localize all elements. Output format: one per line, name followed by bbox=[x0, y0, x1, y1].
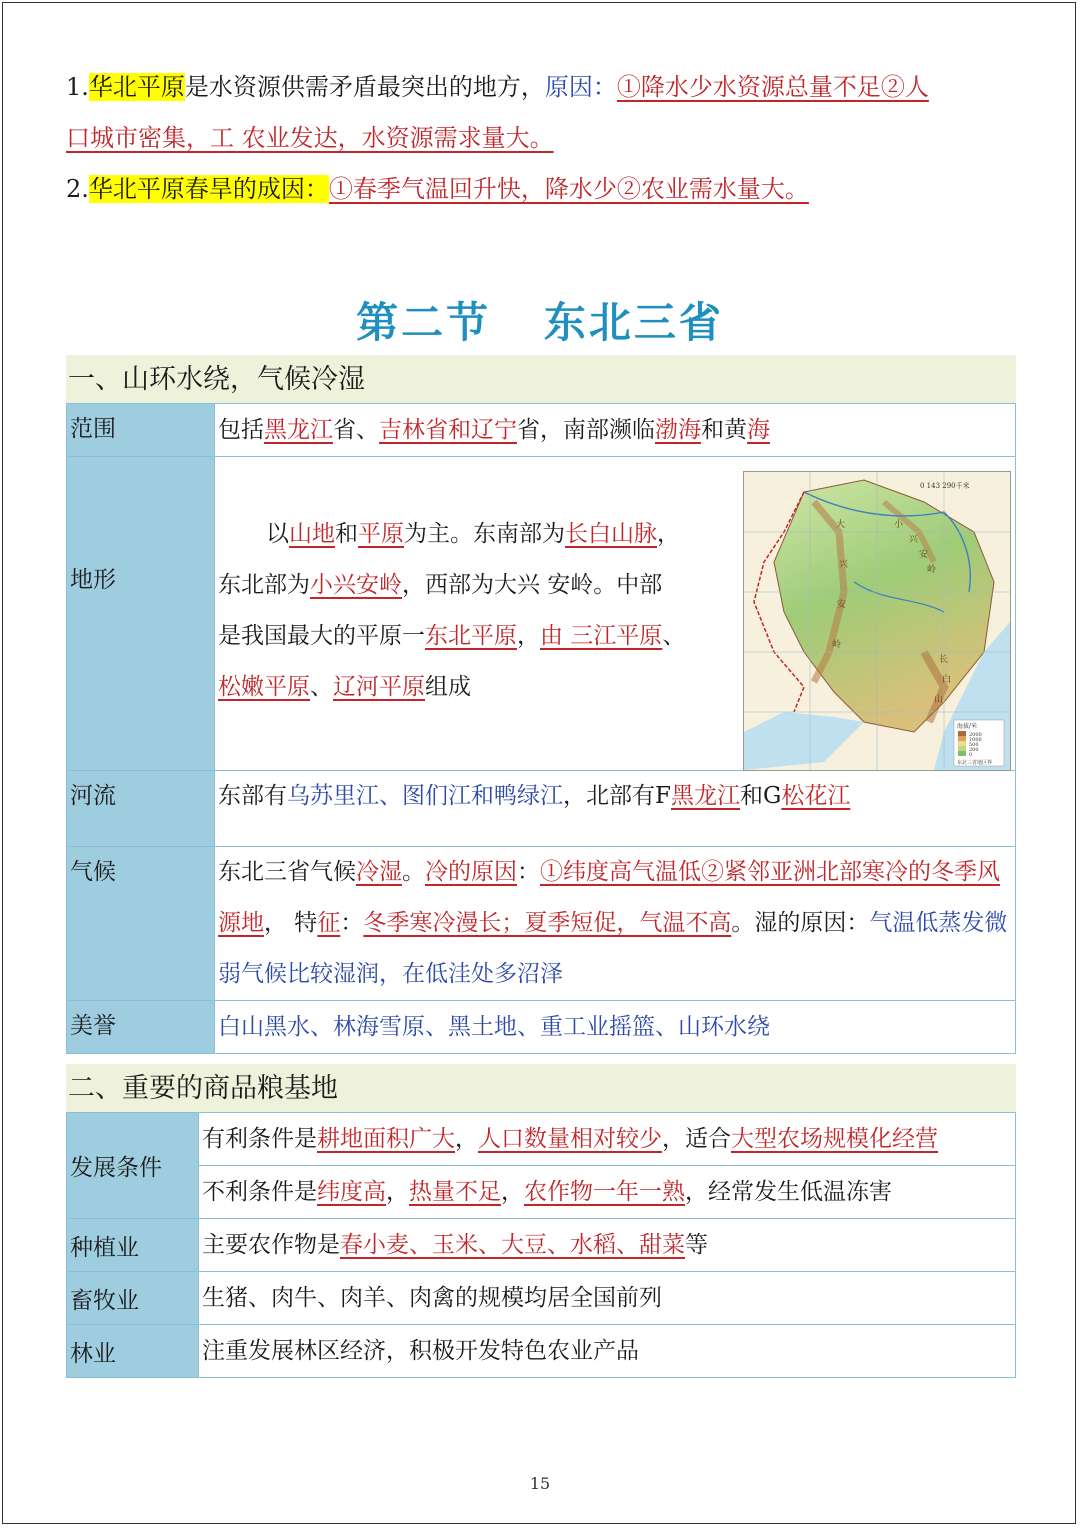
page-number: 15 bbox=[529, 1474, 551, 1493]
intro-line-2 bbox=[66, 172, 1026, 206]
row-qihou bbox=[67, 847, 1016, 1001]
svg-text:兴: 兴 bbox=[839, 560, 849, 570]
row-content: 白山黑水、林海雪原、黑土地、重工业摇篮、山环水绕 bbox=[215, 1001, 1016, 1054]
reason-text: ①春季气温回升快，降水少②农业需水量大。 bbox=[328, 175, 809, 203]
reason-text-cont: 口城市密集，工 农业发达，水资源需求量大。 bbox=[66, 124, 554, 152]
row-label: 畜牧业 bbox=[67, 1272, 199, 1325]
svg-text:山: 山 bbox=[934, 695, 944, 705]
row-fazhan-b bbox=[67, 1166, 1016, 1219]
intro-line-1-cont bbox=[66, 121, 1026, 155]
row-zhongzhi bbox=[67, 1219, 1016, 1272]
row-label: 地形 bbox=[67, 457, 215, 771]
svg-text:大: 大 bbox=[836, 520, 846, 530]
section-title: 第二节 东北三省 bbox=[356, 298, 724, 347]
row-dixing bbox=[67, 457, 1016, 771]
svg-text:岭: 岭 bbox=[832, 640, 842, 650]
row-label: 美誉 bbox=[67, 1001, 215, 1054]
row-label: 林业 bbox=[67, 1325, 199, 1378]
terrain-text: 以山地和平原为主。东南部为长白山脉， 东北部为小兴安岭，西部为大兴 安岭。中部 是我国最大的平原一东北平原，由 三江平原、 松嫩平原、辽河平原组成 bbox=[218, 521, 686, 700]
reason-text: ①降水少水资源总量不足②人 bbox=[616, 73, 929, 101]
svg-text:东北三省地区界: 东北三省地区界 bbox=[957, 760, 993, 766]
svg-text:岭: 岭 bbox=[927, 565, 937, 575]
row-content: 包括黑龙江省、吉林省和辽宁省，南部濒临渤海和黄海 bbox=[215, 404, 1016, 457]
row-content bbox=[215, 457, 1016, 771]
row-content: 东部有乌苏里江、图们江和鸭绿江，北部有F黑龙江和G松花江 bbox=[215, 771, 1016, 847]
section-2-heading: 二、重要的商品粮基地 bbox=[66, 1064, 1016, 1112]
row-meiyu bbox=[67, 1001, 1016, 1054]
svg-text:海拔/米: 海拔/米 bbox=[957, 723, 978, 730]
svg-text:1000: 1000 bbox=[969, 737, 982, 743]
section-1-table bbox=[66, 403, 1016, 1054]
svg-text:小: 小 bbox=[894, 520, 904, 530]
row-label: 发展条件 bbox=[67, 1113, 199, 1219]
svg-text:兴: 兴 bbox=[909, 535, 919, 545]
svg-text:安: 安 bbox=[919, 550, 929, 560]
svg-text:安: 安 bbox=[837, 600, 847, 610]
section-2-table bbox=[66, 1112, 1016, 1378]
row-label: 河流 bbox=[67, 771, 215, 847]
row-content: 有利条件是耕地面积广大，人口数量相对较少，适合大型农场规模化经营 bbox=[199, 1113, 1016, 1166]
item-number: 1. bbox=[66, 73, 89, 101]
row-content: 东北三省气候冷湿。冷的原因：①纬度高气温低②紧邻亚洲北部寒冷的冬季风源地， 特征：冬季寒冷漫长；夏季短促，气温不高。湿的原因：气温低蒸发微弱气候比较湿润，在低洼处多沼泽 bbox=[215, 847, 1016, 1001]
section-1-heading: 一、山环水绕，气候冷湿 bbox=[66, 355, 1016, 403]
row-heliu bbox=[67, 771, 1016, 847]
row-content: 主要农作物是春小麦、玉米、大豆、水稻、甜菜等 bbox=[199, 1219, 1016, 1272]
row-content: 不利条件是纬度高，热量不足，农作物一年一熟，经常发生低温冻害 bbox=[199, 1166, 1016, 1219]
svg-text:白: 白 bbox=[942, 675, 952, 685]
item-number: 2. bbox=[66, 175, 89, 203]
row-content: 生猪、肉牛、肉羊、肉禽的规模均居全国前列 bbox=[199, 1272, 1016, 1325]
reason-label: 原因： bbox=[544, 73, 617, 101]
row-fanwei bbox=[67, 404, 1016, 457]
svg-text:0: 0 bbox=[969, 752, 973, 758]
svg-text:0 143 290千米: 0 143 290千米 bbox=[920, 482, 970, 490]
svg-text:200: 200 bbox=[969, 747, 979, 753]
row-label: 范围 bbox=[67, 404, 215, 457]
highlight-term: 华北平原 bbox=[88, 73, 185, 101]
row-fazhan-a bbox=[67, 1113, 1016, 1166]
row-label: 气候 bbox=[67, 847, 215, 1001]
svg-text:长: 长 bbox=[939, 655, 949, 665]
northeast-terrain-map bbox=[743, 471, 1011, 771]
row-content: 注重发展林区经济，积极开发特色农业产品 bbox=[199, 1325, 1016, 1378]
intro-line-1: 1.华北平原是水资源供需矛盾最突出的地方，原因：①降水少水资源总量不足②人 bbox=[66, 73, 929, 101]
row-label: 种植业 bbox=[67, 1219, 199, 1272]
svg-text:2000: 2000 bbox=[969, 732, 982, 738]
row-linye bbox=[67, 1325, 1016, 1378]
row-xumu bbox=[67, 1272, 1016, 1325]
svg-text:500: 500 bbox=[969, 742, 979, 748]
map-legend bbox=[954, 720, 1004, 766]
highlight-term: 华北平原春旱的成因： bbox=[88, 175, 329, 203]
